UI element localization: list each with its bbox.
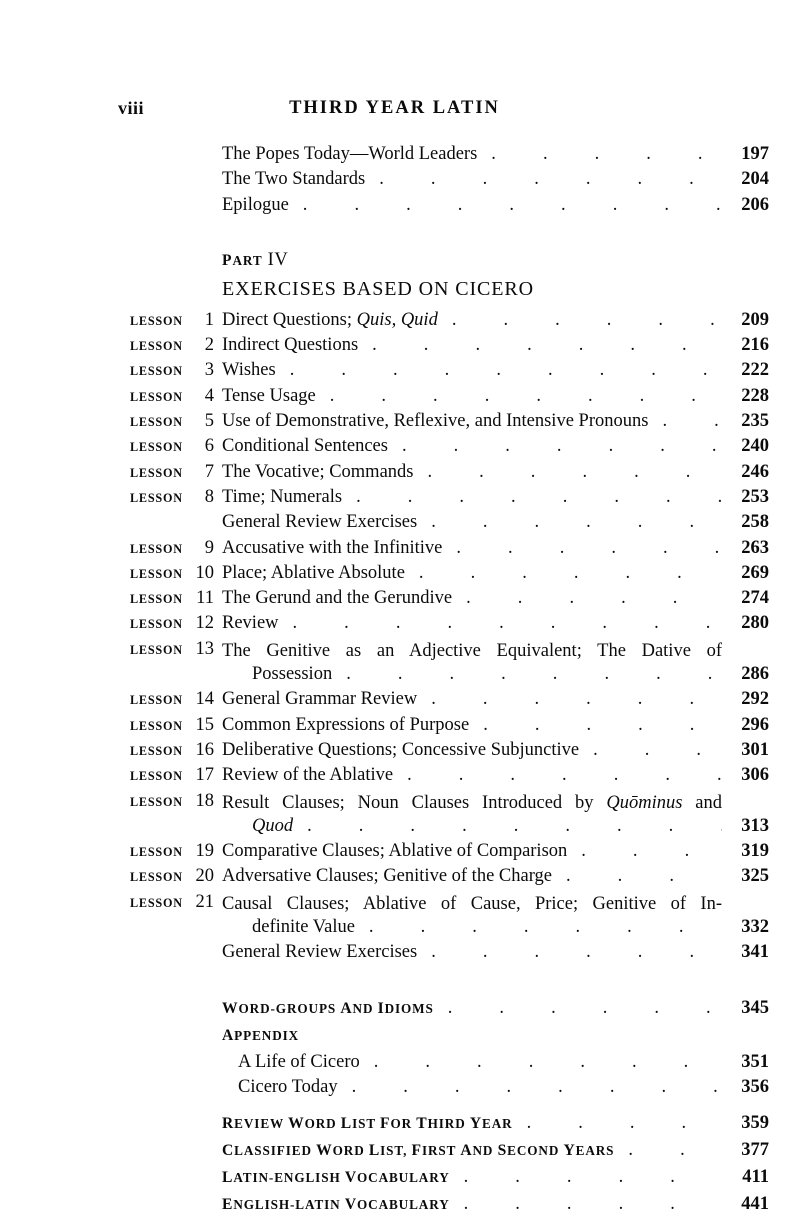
toc-entry-text (222, 1194, 722, 1219)
toc-entry-title: Epilogue (222, 194, 289, 215)
back-matter-entry (0, 1077, 789, 1102)
lesson-number: 18 (195, 790, 214, 811)
toc-entry (0, 689, 789, 714)
page-number: 258 (741, 512, 769, 533)
lesson-label: LESSON (130, 339, 183, 354)
toc-entry-title: definite Value (252, 917, 355, 938)
smallcap-initial: Y (469, 1115, 483, 1133)
page-number: 351 (741, 1051, 769, 1072)
toc-entry-title: The Two Standards (222, 169, 366, 190)
leader-dots (452, 310, 722, 335)
toc-entry-title: The Vocative; Commands (222, 461, 414, 482)
toc-entry-continuation (0, 664, 789, 689)
toc-entry-text (222, 689, 722, 714)
smallcap-initial: S (497, 1142, 508, 1160)
leader-dots (293, 613, 722, 638)
toc-entry-text (222, 740, 722, 765)
toc-entry (0, 715, 789, 740)
page-number: 319 (741, 841, 769, 862)
table-of-contents (0, 144, 789, 1221)
back-matter-entry (0, 1194, 789, 1221)
toc-entry (0, 791, 789, 816)
lesson-label: LESSON (130, 440, 183, 455)
leader-dots (593, 740, 722, 765)
toc-entry-text (222, 386, 722, 411)
leader-dots (662, 411, 722, 436)
book-title: THIRD YEAR LATIN (289, 98, 500, 118)
toc-entry (0, 310, 789, 335)
toc-entry-continuation (0, 917, 789, 942)
smallcap-initial: A (460, 1142, 473, 1160)
lesson-label: LESSON (130, 490, 183, 505)
toc-entry (0, 866, 789, 891)
lesson-number: 11 (196, 588, 214, 609)
page-number: 356 (741, 1076, 769, 1097)
page-number: 286 (741, 664, 769, 685)
toc-entry-text (222, 563, 722, 588)
part-title: EXERCISES BASED ON CICERO (222, 277, 534, 300)
smallcap-initial: W (316, 1142, 333, 1160)
section-gap (0, 1102, 789, 1113)
page-number: 263 (741, 537, 769, 558)
leader-dots (628, 1140, 722, 1165)
toc-entry-text (222, 715, 722, 740)
smallcap-initial: L (222, 1169, 234, 1187)
toc-entry-text (222, 144, 722, 169)
toc-entry-title: Place; Ablative Absolute (222, 562, 405, 583)
lesson-number: 8 (204, 486, 214, 507)
lesson-label: LESSON (130, 743, 183, 758)
back-matter-entry (0, 1052, 789, 1077)
toc-entry (0, 942, 789, 967)
page-number: 296 (741, 714, 769, 735)
toc-entry-text (222, 1025, 722, 1050)
smallcap-initial: A (222, 1026, 235, 1044)
smallcap-initial: E (222, 1196, 234, 1214)
page-number: 204 (741, 169, 769, 190)
toc-entry-text (222, 942, 722, 967)
lesson-number: 2 (204, 335, 214, 356)
lesson-number: 9 (204, 537, 214, 558)
lesson-number: 5 (204, 411, 214, 432)
leader-dots (369, 917, 722, 942)
page-number: 240 (741, 436, 769, 457)
lesson-number: 4 (204, 385, 214, 406)
toc-entry-title: General Review Exercises (222, 512, 418, 533)
part-heading (0, 250, 789, 278)
toc-entry (0, 411, 789, 436)
toc-entry-text (222, 1167, 722, 1192)
toc-entry-title: A Life of Cicero (238, 1051, 360, 1072)
page-number: 228 (741, 385, 769, 406)
page-folio: viii (118, 98, 145, 118)
toc-entry-title: General Grammar Review (222, 689, 418, 710)
smallcap-initial: C (222, 1142, 235, 1160)
toc-entry-text (222, 411, 722, 436)
toc-entry-title: Review of the Ablative (222, 765, 394, 786)
leader-dots (464, 1167, 722, 1192)
toc-entry-title: LATIN-ENGLISH VOCABULARY (222, 1169, 450, 1187)
toc-entry-text (222, 538, 722, 563)
lesson-number: 3 (204, 360, 214, 381)
lesson-number: 14 (195, 689, 214, 710)
toc-entry-title: The Genitive as an Adjective Equivalent; The Dative of (222, 640, 722, 661)
toc-entry-title: The Gerund and the Gerundive (222, 588, 453, 609)
title-italic: Quod (252, 815, 294, 836)
section-gap (0, 968, 789, 998)
leader-dots (372, 335, 722, 360)
toc-entry-text (222, 791, 722, 816)
running-head (0, 98, 789, 124)
page-number: 197 (741, 144, 769, 164)
page-number: 280 (741, 613, 769, 634)
smallcap-initial: T (416, 1115, 428, 1133)
lesson-label: LESSON (130, 389, 183, 404)
leader-dots (483, 715, 722, 740)
toc-entry-text (222, 588, 722, 613)
page-number: 359 (741, 1113, 769, 1134)
leader-dots (456, 538, 722, 563)
page-number: 301 (741, 739, 769, 760)
page-number: 313 (741, 815, 769, 836)
lesson-label: LESSON (130, 541, 183, 556)
lesson-label: LESSON (130, 465, 183, 480)
smallcap-initial: V (344, 1196, 357, 1214)
leader-dots (491, 144, 722, 169)
toc-entry-text (222, 512, 722, 537)
lesson-number: 16 (195, 739, 214, 760)
toc-entry-title: WORD-GROUPS AND IDIOMS (222, 999, 434, 1017)
lesson-label: LESSON (130, 592, 183, 607)
toc-entry-text (222, 639, 722, 664)
leader-dots (581, 841, 722, 866)
smallcap-initial: F (411, 1142, 422, 1160)
back-matter-entry (0, 1025, 789, 1052)
title-italic: Quōminus (606, 792, 683, 813)
leader-dots (379, 169, 722, 194)
smallcap-initial: R (222, 1115, 235, 1133)
leader-dots (419, 563, 722, 588)
toc-entry-text (222, 892, 722, 917)
toc-entry-title: Adversative Clauses; Genitive of the Charge (222, 866, 553, 887)
lesson-number: 21 (195, 891, 214, 912)
leader-dots (330, 386, 722, 411)
toc-entry-title: Result Clauses; Noun Clauses Introduced by Quōminus and (222, 792, 722, 813)
toc-entry (0, 195, 789, 220)
toc-entry (0, 841, 789, 866)
toc-entry-text (222, 195, 722, 220)
leader-dots (290, 360, 722, 385)
toc-entry-title: Review (222, 613, 279, 634)
toc-entry (0, 613, 789, 638)
toc-entry-text (252, 917, 722, 942)
toc-entry-text (238, 1052, 722, 1077)
toc-entry-text (222, 436, 722, 461)
toc-entry-text (222, 1140, 722, 1165)
lesson-label: LESSON (130, 769, 183, 784)
part-title-row (0, 278, 789, 310)
page-number: 292 (741, 689, 769, 710)
page-number: 441 (741, 1194, 769, 1215)
toc-entry (0, 462, 789, 487)
toc-entry-text (222, 765, 722, 790)
toc-entry-title: Deliberative Questions; Concessive Subjunctive (222, 739, 580, 760)
back-matter-entry (0, 1140, 789, 1167)
leader-dots (356, 487, 722, 512)
toc-entry-title: Cicero Today (238, 1076, 338, 1097)
page-number: 216 (741, 335, 769, 356)
toc-entry-text (222, 998, 722, 1023)
toc-entry-title: REVIEW WORD LIST FOR THIRD YEAR (222, 1115, 513, 1133)
page-number: 345 (741, 997, 769, 1018)
toc-entry-text (222, 841, 722, 866)
lesson-label: LESSON (130, 718, 183, 733)
toc-entry (0, 563, 789, 588)
part-label-initial: P (222, 251, 233, 269)
toc-entry-title: Comparative Clauses; Ablative of Comparison (222, 841, 568, 862)
back-matter-entry (0, 998, 789, 1025)
leader-dots (303, 195, 722, 220)
lesson-label: LESSON (130, 415, 183, 430)
leader-dots (402, 436, 722, 461)
page-number: 235 (741, 411, 769, 432)
toc-entry-title: Causal Clauses; Ablative of Cause, Price; Genitive of In- (222, 893, 722, 914)
smallcap-initial: Y (563, 1142, 576, 1160)
toc-entry-title: Direct Questions; Quis, Quid (222, 309, 438, 330)
toc-entry-title: ENGLISH-LATIN VOCABULARY (222, 1196, 450, 1214)
section-gap (0, 220, 789, 250)
lesson-number: 10 (195, 562, 214, 583)
toc-entry-title: Accusative with the Infinitive (222, 537, 443, 558)
smallcap-initial: L (368, 1142, 381, 1160)
lesson-label: LESSON (130, 845, 183, 860)
lesson-label: LESSON (130, 313, 183, 328)
toc-entry-title: Common Expressions of Purpose (222, 714, 470, 735)
lesson-label: LESSON (130, 870, 183, 885)
lesson-number: 12 (195, 613, 214, 634)
toc-entry (0, 639, 789, 664)
lesson-number: 13 (195, 638, 214, 659)
smallcap-initial: L (340, 1115, 353, 1133)
toc-entry-text (222, 310, 722, 335)
toc-entry (0, 386, 789, 411)
toc-entry (0, 892, 789, 917)
toc-entry-title: Indirect Questions (222, 335, 359, 356)
toc-entry-title: Use of Demonstrative, Reflexive, and Intensive Pronouns (222, 411, 649, 432)
toc-entry-text (222, 335, 722, 360)
lesson-label: LESSON (130, 566, 183, 581)
page-number: 269 (741, 562, 769, 583)
toc-entry (0, 588, 789, 613)
page-number: 332 (741, 917, 769, 938)
smallcap-initial: W (288, 1115, 305, 1133)
toc-entry-title: Time; Numerals (222, 486, 343, 507)
lesson-number: 1 (204, 309, 214, 330)
toc-entry (0, 436, 789, 461)
leader-dots (566, 866, 722, 891)
leader-dots (346, 664, 722, 689)
toc-entry-text (222, 462, 722, 487)
toc-entry-continuation (0, 816, 789, 841)
toc-entry-text (238, 1077, 722, 1102)
toc-entry-text (222, 487, 722, 512)
toc-entry (0, 512, 789, 537)
toc-entry (0, 538, 789, 563)
toc-entry (0, 144, 789, 169)
leader-dots (431, 512, 722, 537)
smallcap-initial: F (380, 1115, 391, 1133)
lesson-number: 17 (195, 765, 214, 786)
leader-dots (527, 1113, 722, 1138)
toc-entry-title: The Popes Today—World Leaders (222, 144, 478, 164)
leader-dots (352, 1077, 722, 1102)
toc-entry (0, 740, 789, 765)
page-number: 206 (741, 194, 769, 215)
back-matter-entry (0, 1113, 789, 1140)
leader-dots (428, 462, 723, 487)
toc-entry (0, 487, 789, 512)
toc-entry (0, 765, 789, 790)
lesson-label: LESSON (130, 617, 183, 632)
page-number: 325 (741, 866, 769, 887)
leader-dots (464, 1194, 722, 1219)
page-number: 306 (741, 765, 769, 786)
lesson-number: 7 (204, 461, 214, 482)
toc-entry-title: General Review Exercises (222, 942, 418, 963)
lesson-label: LESSON (130, 693, 183, 708)
leader-dots (374, 1052, 722, 1077)
toc-entry-text (222, 613, 722, 638)
lesson-label: LESSON (130, 642, 183, 657)
leader-dots (431, 689, 722, 714)
page-number: 411 (742, 1167, 769, 1188)
lesson-number: 19 (195, 841, 214, 862)
lesson-number: 20 (195, 866, 214, 887)
smallcap-initial: W (222, 999, 239, 1017)
leader-dots (307, 816, 722, 841)
leader-dots (431, 942, 722, 967)
toc-entry-text (222, 866, 722, 891)
toc-entry-title: Conditional Sentences (222, 436, 388, 457)
page-number: 341 (741, 942, 769, 963)
smallcap-initial: V (344, 1169, 357, 1187)
leader-dots (448, 998, 722, 1023)
smallcap-initial: A (340, 999, 353, 1017)
toc-entry-text (252, 664, 722, 689)
page-number: 222 (741, 360, 769, 381)
toc-entry-title (252, 816, 293, 836)
toc-entry (0, 360, 789, 385)
lesson-label: LESSON (130, 794, 183, 809)
page-number: 377 (741, 1140, 769, 1161)
toc-entry-text (222, 1113, 722, 1138)
part-number: IV (262, 249, 289, 270)
toc-entry-text (222, 169, 722, 194)
lesson-number: 6 (204, 436, 214, 457)
toc-entry-text (252, 816, 722, 841)
lesson-label: LESSON (130, 895, 183, 910)
page-number: 253 (741, 486, 769, 507)
toc-entry-title: APPENDIX (222, 1026, 300, 1044)
back-matter-entry (0, 1167, 789, 1194)
lesson-number: 15 (195, 714, 214, 735)
page-number: 246 (741, 461, 769, 482)
toc-entry-title: CLASSIFIED WORD LIST, FIRST AND SECOND YEARS (222, 1142, 615, 1160)
toc-entry-title: Tense Usage (222, 385, 316, 406)
title-italic: Quis, Quid (356, 309, 438, 330)
toc-entry-title: Wishes (222, 360, 276, 381)
toc-entry-title: Possession (252, 664, 333, 685)
part-label: PART IV (222, 249, 289, 270)
page-number: 209 (741, 309, 769, 330)
page-number: 274 (741, 588, 769, 609)
leader-dots (466, 588, 722, 613)
toc-entry-text (222, 360, 722, 385)
smallcap-initial: I (377, 999, 385, 1017)
lesson-label: LESSON (130, 364, 183, 379)
leader-dots (407, 765, 722, 790)
toc-entry (0, 169, 789, 194)
toc-entry (0, 335, 789, 360)
